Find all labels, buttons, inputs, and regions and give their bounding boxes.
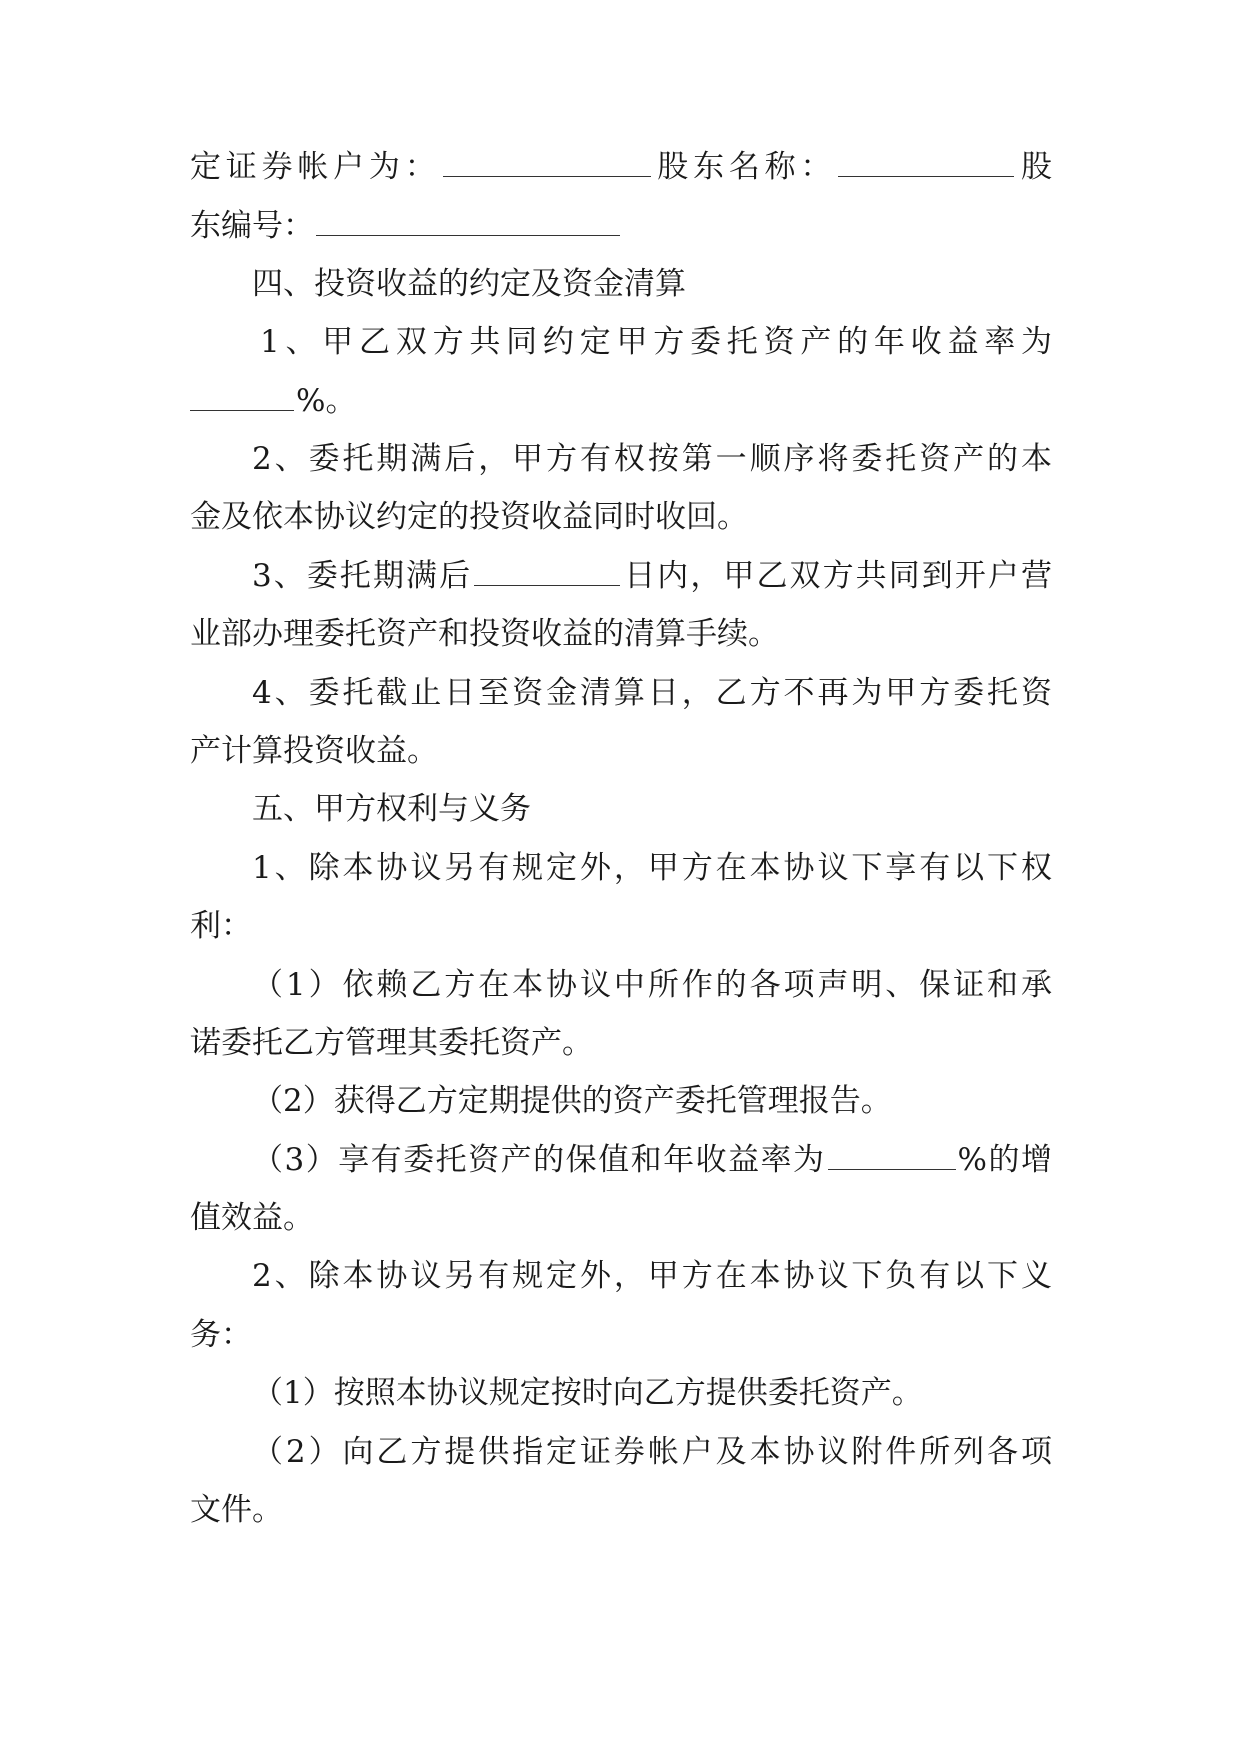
text-line [190,726,1052,776]
text-line [190,1310,1052,1360]
text-line [252,1135,1052,1185]
text-segment: 1、除本协议另有规定外，甲方在本协议下享有以下权 [252,850,1052,886]
text-line [190,901,1052,951]
text-segment: 股 [1016,149,1052,185]
text-segment: 五、甲方权利与义务 [252,791,531,827]
text-segment: 四、投资收益的约定及资金清算 [252,266,686,302]
text-segment: 值效益。 [190,1200,314,1236]
fill-blank [443,146,651,177]
text-segment: 务： [190,1317,252,1353]
section-heading [252,784,1052,834]
text-segment: 金及依本协议约定的投资收益同时收回。 [190,499,748,535]
text-segment: （2）向乙方提供指定证券帐户及本协议附件所列各项 [252,1434,1052,1470]
text-segment: 2、除本协议另有规定外，甲方在本协议下负有以下义 [252,1258,1052,1294]
text-segment: 股东名称： [652,149,837,185]
fill-blank [190,380,294,411]
text-segment: %。 [296,383,357,419]
text-line [252,551,1052,601]
fill-blank [474,555,620,586]
text-segment: 文件。 [190,1492,283,1528]
text-segment: 诺委托乙方管理其委托资产。 [190,1025,593,1061]
text-line [252,960,1052,1010]
text-line [190,492,1052,542]
text-segment: （1）按照本协议规定按时向乙方提供委托资产。 [252,1375,923,1411]
text-line [252,843,1052,893]
text-line [190,376,1052,426]
text-segment: 业部办理委托资产和投资收益的清算手续。 [190,616,779,652]
text-line [252,1251,1052,1301]
text-line [260,317,1052,367]
text-segment: 东编号： [190,208,314,244]
fill-blank [316,205,620,236]
text-segment: 4、委托截止日至资金清算日，乙方不再为甲方委托资 [252,675,1052,711]
text-segment: 3、委托期满后 [252,558,473,594]
text-segment: （1）依赖乙方在本协议中所作的各项声明、保证和承 [252,967,1052,1003]
text-segment: 产计算投资收益。 [190,733,438,769]
text-line [190,1485,1052,1535]
text-line [190,142,1052,192]
text-line [190,1018,1052,1068]
text-segment: （2）获得乙方定期提供的资产委托管理报告。 [252,1083,892,1119]
text-segment: （3）享有委托资产的保值和年收益率为 [252,1142,826,1178]
fill-blank [828,1139,956,1170]
text-segment: 2、委托期满后，甲方有权按第一顺序将委托资产的本 [252,441,1052,477]
text-line [190,201,1052,251]
text-segment: 定证券帐户为： [190,149,441,185]
text-segment: 1、甲乙双方共同约定甲方委托资产的年收益率为 [260,324,1052,360]
text-line [252,434,1052,484]
text-segment: %的增 [957,1142,1052,1178]
text-segment: 日内，甲乙双方共同到开户营 [622,558,1052,594]
text-line [252,1427,1052,1477]
text-line [252,668,1052,718]
text-segment: 利： [190,908,252,944]
fill-blank [838,146,1014,177]
section-heading [252,259,1052,309]
text-line [252,1368,1052,1418]
text-line [190,1193,1052,1243]
text-line [252,1076,1052,1126]
text-line [190,609,1052,659]
